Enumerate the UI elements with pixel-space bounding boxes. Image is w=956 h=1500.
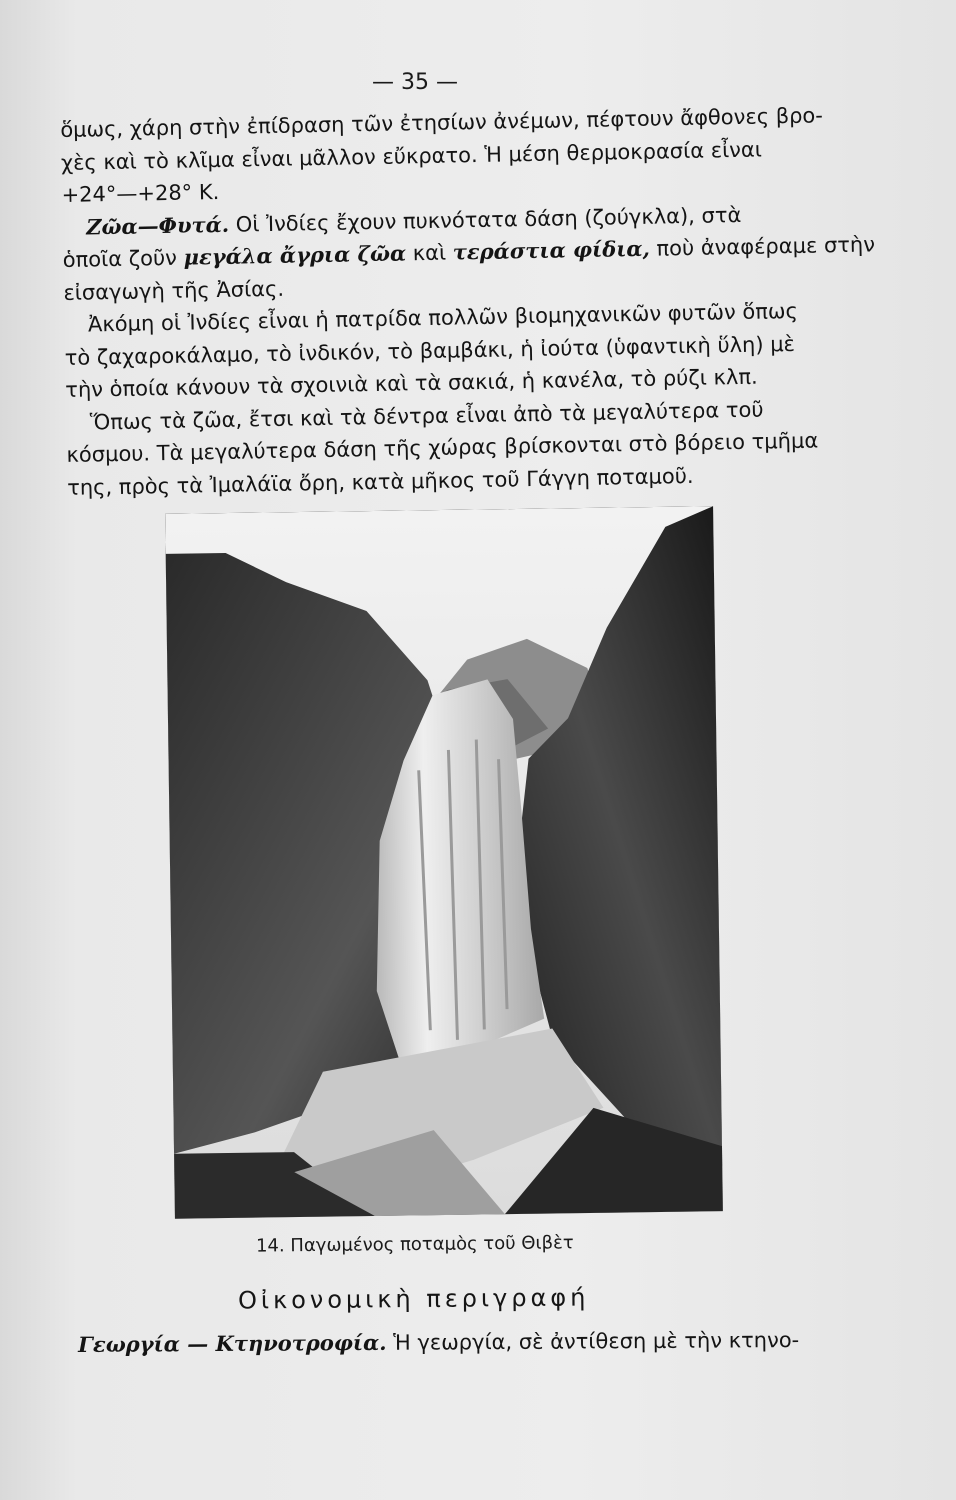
text-line: τὴν ὁποία κάνουν τὰ σχοινιὰ καὶ τὰ σακιά, ἡ κανέλα, τὸ ρύζι κλπ. xyxy=(65,364,758,402)
figure-caption: 14. Παγωμένος ποταμὸς τοῦ Θιβὲτ xyxy=(255,1232,574,1257)
body-text xyxy=(60,99,876,504)
text-line: Ὅπως τὰ ζῶα, ἔτσι καὶ τὰ δέντρα εἶναι ἀπὸ τὰ μεγαλύτερα τοῦ xyxy=(89,397,764,434)
show-through-text xyxy=(50,1040,55,1060)
text-line: εἰσαγωγὴ τῆς Ἀσίας. xyxy=(63,276,285,305)
text-line: της, πρὸς τὰ Ἰμαλάϊα ὄρη, κατὰ μῆκος τοῦ Γάγγη ποταμοῦ. xyxy=(66,463,694,500)
frozen-river-photo xyxy=(165,506,723,1219)
text-run: καὶ xyxy=(405,240,454,266)
emphasis-huge-snakes: τεράστια φίδια, xyxy=(452,235,651,265)
emphasis-big-animals: μεγάλα ἄγρια ζῶα xyxy=(183,240,407,270)
agriculture-paragraph-line xyxy=(78,1326,868,1357)
animals-text: Οἱ Ἰνδίες ἔχουν πυκνότατα δάση (ζούγκλα), στὰ xyxy=(228,202,742,237)
animals-heading: Ζῶα—Φυτά. xyxy=(85,211,230,240)
agriculture-text: Ἡ γεωργία, σὲ ἀντίθεση μὲ τὴν κτηνο- xyxy=(386,1327,800,1355)
section-title: Οἰκονομικὴ περιγραφή xyxy=(237,1283,590,1315)
text-line: Ἀκόμη οἱ Ἰνδίες εἶναι ἡ πατρίδα πολλῶν βιομηχανικῶν φυτῶν ὅπως xyxy=(87,298,799,337)
page-number: — 35 — xyxy=(372,70,458,95)
text-run: ὁποῖα ζοῦν xyxy=(62,245,184,272)
waterfall-photo-image xyxy=(165,506,723,1219)
text-line: τὸ ζαχαροκάλαμο, τὸ ἰνδικόν, τὸ βαμβάκι, ἡ ἰούτα (ὑφαντικὴ ὕλη) μὲ xyxy=(64,331,796,370)
text-line: χὲς καὶ τὸ κλῖμα εἶναι μᾶλλον εὔκρατο. Ἡ μέση θερμοκρασία εἶναι xyxy=(60,137,763,175)
text-run: ποὺ ἀναφέραμε στὴν xyxy=(649,232,876,261)
text-line: ὅμως, χάρη στὴν ἐπίδραση τῶν ἐτησίων ἀνέμων, πέφτουν ἄφθονες βρο- xyxy=(60,103,824,142)
text-line: +24°—+28° Κ. xyxy=(61,179,220,207)
text-line: κόσμου. Τὰ μεγαλύτερα δάση τῆς χώρας βρίσκονται στὸ βόρειο τμῆμα xyxy=(66,428,819,467)
agriculture-heading: Γεωργία — Κτηνοτροφία. xyxy=(78,1329,387,1357)
